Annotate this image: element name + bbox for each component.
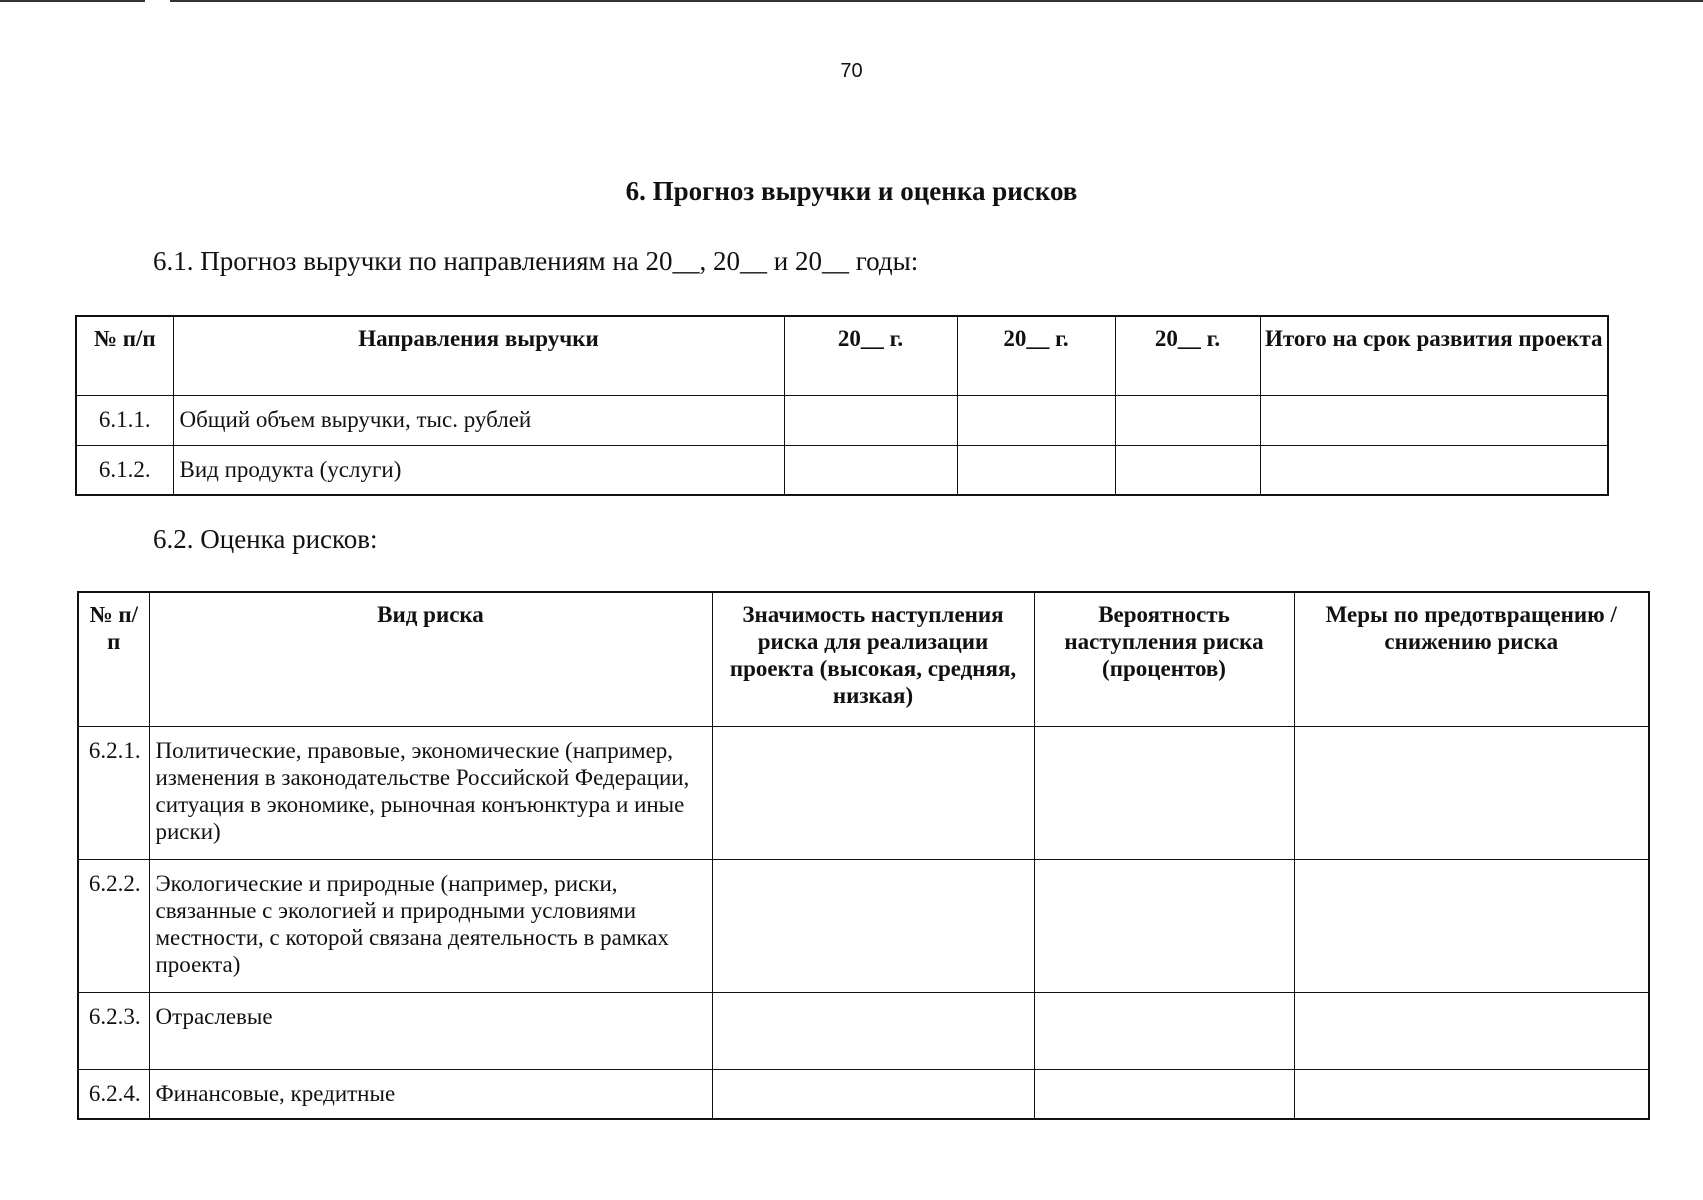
table-header-row — [78, 592, 1649, 726]
section-title: 6. Прогноз выручки и оценка рисков — [625, 176, 1078, 206]
header-year-2: 20__ г. — [957, 316, 1115, 395]
empty-cell[interactable] — [712, 1069, 1034, 1119]
header-year-1: 20__ г. — [784, 316, 957, 395]
table-row — [78, 726, 1649, 859]
empty-cell[interactable] — [784, 395, 957, 445]
header-risk-probability: Вероятность наступления риска (процентов) — [1034, 592, 1294, 726]
table-row — [78, 859, 1649, 992]
header-number: № п/п — [76, 316, 173, 395]
empty-cell[interactable] — [1260, 395, 1608, 445]
row-label: Политические, правовые, экономические (например, изменения в законодательстве Российской Федерации, ситуация в экономике, рыночная конъюнктура и иные риски) — [149, 726, 712, 859]
header-risk-significance: Значимость наступления риска для реализации проекта (высокая, средняя, низкая) — [712, 592, 1034, 726]
row-label: Вид продукта (услуги) — [173, 445, 784, 495]
top-border-line — [170, 0, 1703, 2]
empty-cell[interactable] — [712, 859, 1034, 992]
row-label: Общий объем выручки, тыс. рублей — [173, 395, 784, 445]
empty-cell[interactable] — [1115, 445, 1260, 495]
empty-cell[interactable] — [1294, 992, 1649, 1069]
row-number: 6.1.1. — [76, 395, 173, 445]
table-row — [78, 1069, 1649, 1119]
row-number: 6.1.2. — [76, 445, 173, 495]
empty-cell[interactable] — [1294, 1069, 1649, 1119]
empty-cell[interactable] — [957, 395, 1115, 445]
row-number: 6.2.2. — [78, 859, 149, 992]
row-number: 6.2.1. — [78, 726, 149, 859]
top-border-line — [0, 0, 145, 2]
row-label: Отраслевые — [149, 992, 712, 1069]
header-year-3: 20__ г. — [1115, 316, 1260, 395]
empty-cell[interactable] — [1034, 1069, 1294, 1119]
empty-cell[interactable] — [1034, 726, 1294, 859]
table-row — [78, 992, 1649, 1069]
revenue-subtitle: 6.1. Прогноз выручки по направлениям на 20__, 20__ и 20__ годы: — [153, 246, 919, 276]
header-total: Итого на срок развития проекта — [1260, 316, 1608, 395]
empty-cell[interactable] — [712, 992, 1034, 1069]
table-row — [76, 445, 1608, 495]
risk-assessment-table — [77, 591, 1650, 1120]
empty-cell[interactable] — [957, 445, 1115, 495]
empty-cell[interactable] — [1115, 395, 1260, 445]
header-risk-type: Вид риска — [149, 592, 712, 726]
empty-cell[interactable] — [1034, 859, 1294, 992]
row-label: Финансовые, кредитные — [149, 1069, 712, 1119]
empty-cell[interactable] — [1034, 992, 1294, 1069]
revenue-forecast-table — [75, 315, 1609, 496]
empty-cell[interactable] — [784, 445, 957, 495]
header-number: № п/п — [78, 592, 149, 726]
row-label: Экологические и природные (например, риски, связанные с экологией и природными условиями местности, с которой связана деятельность в рамках проекта) — [149, 859, 712, 992]
empty-cell[interactable] — [1260, 445, 1608, 495]
table-row — [76, 395, 1608, 445]
header-revenue-direction: Направления выручки — [173, 316, 784, 395]
empty-cell[interactable] — [712, 726, 1034, 859]
table-header-row — [76, 316, 1608, 395]
empty-cell[interactable] — [1294, 726, 1649, 859]
risks-subtitle: 6.2. Оценка рисков: — [153, 524, 378, 554]
empty-cell[interactable] — [1294, 859, 1649, 992]
page-number: 70 — [840, 60, 863, 82]
header-mitigation-measures: Меры по предотвращению / снижению риска — [1294, 592, 1649, 726]
row-number: 6.2.3. — [78, 992, 149, 1069]
row-number: 6.2.4. — [78, 1069, 149, 1119]
